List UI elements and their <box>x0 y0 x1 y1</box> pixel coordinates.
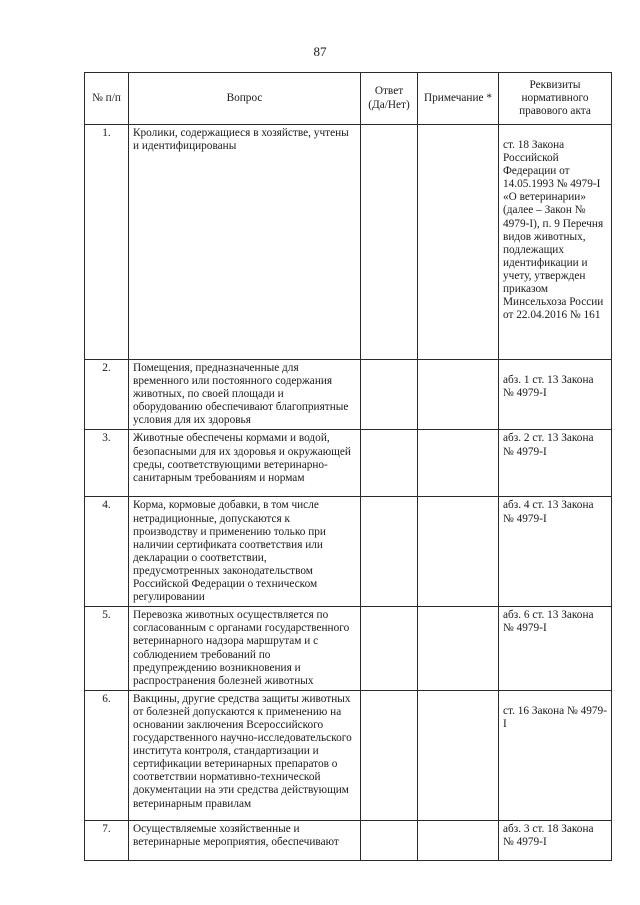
row-answer <box>361 690 418 820</box>
table-row <box>85 430 612 497</box>
row-note <box>418 497 499 607</box>
row-number: 5. <box>85 607 129 691</box>
row-number: 1. <box>85 125 129 360</box>
table-header-row <box>85 73 612 125</box>
row-number: 3. <box>85 430 129 497</box>
row-requisites: ст. 18 Закона Российской Федерации от 14.05.1993 № 4979-I «О ветеринарии» (далее – Закон № 4979-I), п. 9 Перечня видов животных, подлежащих идентификации и учету, утвержден приказом Минсельхоза России от 22.04.2016 № 161 <box>499 125 612 360</box>
page-number: 87 <box>313 44 327 59</box>
header-question: Вопрос <box>129 73 361 125</box>
row-question: Животные обеспечены кормами и водой, безопасными для их здоровья и окружающей среды, соответствующими ветеринарно-санитарным требованиям и нормам <box>129 430 361 497</box>
row-requisites: абз. 1 ст. 13 Закона № 4979-I <box>499 360 612 430</box>
row-number: 6. <box>85 690 129 820</box>
row-number: 7. <box>85 820 129 860</box>
table-row <box>85 690 612 820</box>
table-row <box>85 607 612 691</box>
header-requisites: Реквизиты нормативного правового акта <box>499 73 612 125</box>
row-answer <box>361 430 418 497</box>
row-requisites: ст. 16 Закона № 4979-I <box>499 690 612 820</box>
header-num: № п/п <box>85 73 129 125</box>
row-note <box>418 690 499 820</box>
row-note <box>418 820 499 860</box>
table-row <box>85 360 612 430</box>
checklist-table <box>84 72 612 861</box>
row-requisites: абз. 3 ст. 18 Закона № 4979-I <box>499 820 612 860</box>
row-number: 2. <box>85 360 129 430</box>
row-requisites: абз. 4 ст. 13 Закона № 4979-I <box>499 497 612 607</box>
row-question: Осуществляемые хозяйственные и ветеринарные мероприятия, обеспечивают <box>129 820 361 860</box>
row-answer <box>361 497 418 607</box>
row-answer <box>361 820 418 860</box>
row-note <box>418 125 499 360</box>
row-question: Помещения, предназначенные для временного или постоянного содержания животных, по своей площади и оборудованию обеспечивают благоприятные условия для их здоровья <box>129 360 361 430</box>
row-answer <box>361 607 418 691</box>
row-answer <box>361 125 418 360</box>
header-answer: Ответ (Да/Нет) <box>361 73 418 125</box>
row-note <box>418 607 499 691</box>
table-row <box>85 820 612 860</box>
row-question: Корма, кормовые добавки, в том числе нетрадиционные, допускаются к производству и применению только при наличии сертификата соответствия или декларации о соответствии, предусмотренных законодательством Российской Федерации о техническом регулировании <box>129 497 361 607</box>
row-question: Вакцины, другие средства защиты животных от болезней допускаются к применению на основании заключения Всероссийского государственного научно-исследовательского института контроля, стандартизации и сертификации ветеринарных препаратов о соответствии нормативно-технической документации на эти средства действующим ветеринарным правилам <box>129 690 361 820</box>
table-row <box>85 125 612 360</box>
row-question: Перевозка животных осуществляется по согласованным с органами государственного ветеринарного надзора маршрутам и с соблюдением требований по предупреждению возникновения и распространения болезней животных <box>129 607 361 691</box>
row-number: 4. <box>85 497 129 607</box>
row-note <box>418 430 499 497</box>
row-note <box>418 360 499 430</box>
row-question: Кролики, содержащиеся в хозяйстве, учтены и идентифицированы <box>129 125 361 360</box>
header-note: Примечание * <box>418 73 499 125</box>
table-row <box>85 497 612 607</box>
row-answer <box>361 360 418 430</box>
row-requisites: абз. 6 ст. 13 Закона № 4979-I <box>499 607 612 691</box>
row-requisites: абз. 2 ст. 13 Закона № 4979-I <box>499 430 612 497</box>
